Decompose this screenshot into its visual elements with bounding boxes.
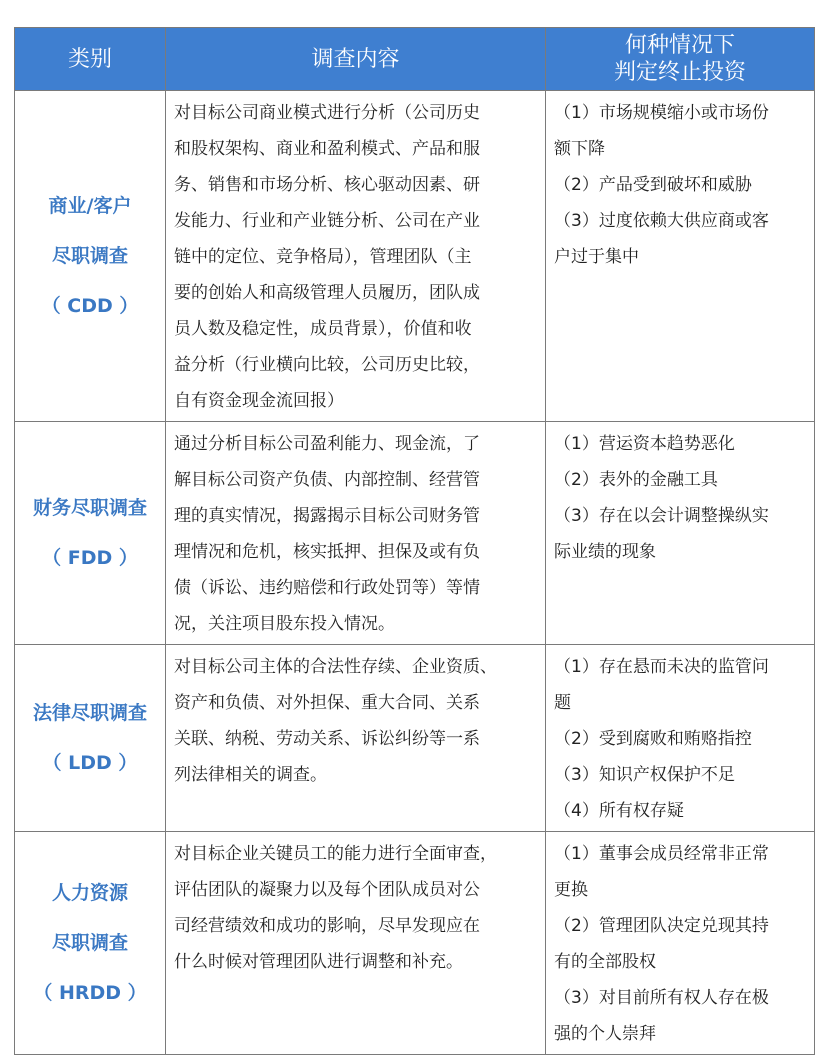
content-line: 对目标公司商业模式进行分析（公司历史	[174, 103, 480, 123]
condition-line: （3）知识产权保护不足	[554, 765, 735, 785]
condition-line: （4）所有权存疑	[554, 801, 684, 821]
conditions-cell	[546, 832, 815, 1055]
condition-line: 户过于集中	[554, 247, 639, 267]
category-line: （ HRDD ）	[33, 982, 147, 1004]
condition-line: （2）受到腐败和贿赂指控	[554, 729, 752, 749]
category-line: 尽职调查	[51, 932, 128, 954]
content-line: 对目标企业关键员工的能力进行全面审查，	[174, 844, 497, 864]
category-line: （ LDD ）	[42, 752, 138, 774]
condition-line: （1）市场规模缩小或市场份	[554, 103, 769, 123]
category-line: 尽职调查	[51, 245, 128, 267]
category-line: （ FDD ）	[42, 547, 138, 569]
content-line: 和股权架构、商业和盈利模式、产品和服	[174, 139, 480, 159]
content-line: 链中的定位、竞争格局），管理团队（主	[174, 247, 472, 267]
content-line: 列法律相关的调查。	[174, 765, 327, 785]
content-line: 通过分析目标公司盈利能力、现金流，了	[174, 434, 480, 454]
header-conditions	[546, 28, 815, 91]
content-cell	[166, 832, 546, 1055]
condition-line: 际业绩的现象	[554, 542, 656, 562]
category-cell	[15, 422, 166, 645]
content-line: 解目标公司资产负债、内部控制、经营管	[174, 470, 480, 490]
conditions-cell	[546, 645, 815, 832]
header-content-label: 调查内容	[311, 46, 400, 72]
category-cell	[15, 645, 166, 832]
content-line: 务、销售和市场分析、核心驱动因素、研	[174, 175, 480, 195]
table-row	[15, 422, 815, 645]
header-category	[15, 28, 166, 91]
condition-line: 额下降	[554, 139, 605, 159]
condition-line: （2）表外的金融工具	[554, 470, 718, 490]
content-line: 司经营绩效和成功的影响，尽早发现应在	[174, 916, 480, 936]
category-line: 财务尽职调查	[32, 497, 147, 519]
content-line: 对目标公司主体的合法性存续、企业资质、	[174, 657, 497, 677]
content-line: 要的创始人和高级管理人员履历，团队成	[174, 283, 480, 303]
content-line: 资产和负债、对外担保、重大合同、关系	[174, 693, 480, 713]
condition-line: （1）营运资本趋势恶化	[554, 434, 735, 454]
table-row	[15, 645, 815, 832]
category-cell	[15, 91, 166, 422]
conditions-cell	[546, 422, 815, 645]
category-line: （ CDD ）	[41, 295, 139, 317]
condition-line: （2）产品受到破坏和威胁	[554, 175, 752, 195]
condition-line: （2）管理团队决定兑现其持	[554, 916, 769, 936]
condition-line: （3）过度依赖大供应商或客	[554, 211, 769, 231]
condition-line: （1）董事会成员经常非正常	[554, 844, 769, 864]
content-line: 理情况和危机，核实抵押、担保及或有负	[174, 542, 480, 562]
content-line: 发能力、行业和产业链分析、公司在产业	[174, 211, 480, 231]
content-line: 员人数及稳定性，成员背景），价值和收	[174, 319, 472, 339]
category-line: 商业/客户	[48, 195, 132, 217]
table-row	[15, 832, 815, 1055]
condition-line: （3）存在以会计调整操纵实	[554, 506, 769, 526]
content-line: 益分析（行业横向比较，公司历史比较，	[174, 355, 480, 375]
condition-line: 强的个人崇拜	[554, 1024, 656, 1044]
due-diligence-table	[14, 27, 815, 1055]
table-row	[15, 91, 815, 422]
header-category-label: 类别	[67, 46, 112, 72]
content-line: 关联、纳税、劳动关系、诉讼纠纷等一系	[174, 729, 480, 749]
content-cell	[166, 91, 546, 422]
header-content	[166, 28, 546, 91]
content-cell	[166, 645, 546, 832]
content-line: 什么时候对管理团队进行调整和补充。	[174, 952, 463, 972]
content-line: 债（诉讼、违约赔偿和行政处罚等）等情	[174, 578, 480, 598]
content-line: 自有资金现金流回报）	[174, 391, 344, 411]
content-cell	[166, 422, 546, 645]
category-line: 人力资源	[51, 882, 128, 904]
condition-line: 题	[554, 693, 571, 713]
condition-line: （3）对目前所有权人存在极	[554, 988, 769, 1008]
content-line: 评估团队的凝聚力以及每个团队成员对公	[174, 880, 480, 900]
header-row	[15, 28, 815, 91]
condition-line: （1）存在悬而未决的监管问	[554, 657, 769, 677]
category-line: 法律尽职调查	[32, 702, 147, 724]
condition-line: 更换	[554, 880, 588, 900]
condition-line: 有的全部股权	[554, 952, 656, 972]
conditions-cell	[546, 91, 815, 422]
header-conditions-label: 何种情况下 判定终止投资	[613, 33, 746, 85]
content-line: 况，关注项目股东投入情况。	[174, 614, 395, 634]
due-diligence-table-container	[14, 27, 814, 1055]
category-cell	[15, 832, 166, 1055]
content-line: 理的真实情况，揭露揭示目标公司财务管	[174, 506, 480, 526]
